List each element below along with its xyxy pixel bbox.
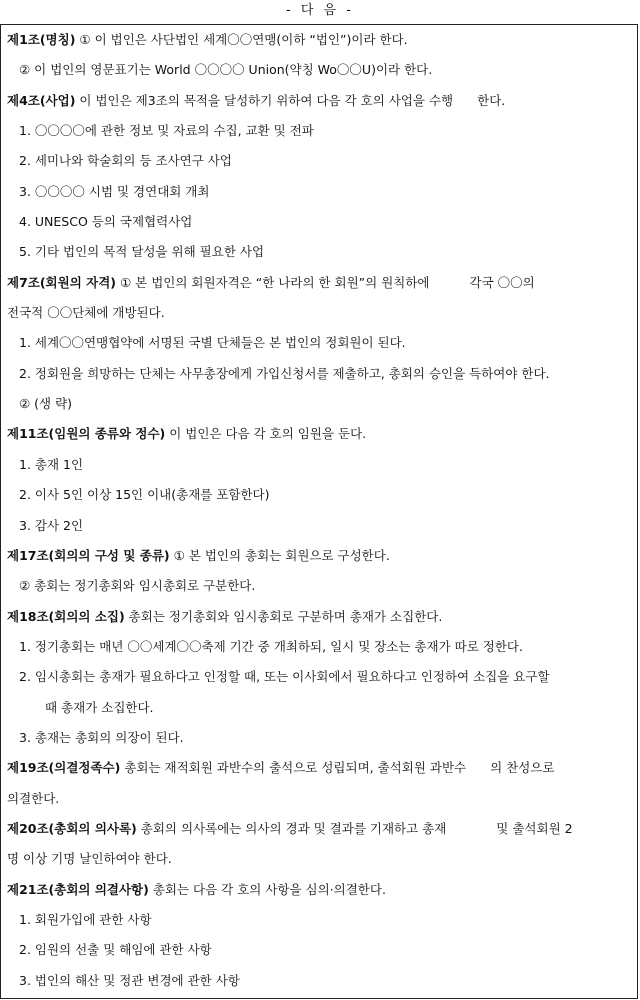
- clause-line: [1, 632, 637, 662]
- article-line: [1, 753, 637, 783]
- article-line: [1, 268, 637, 298]
- line-text: 1. 정기총회는 매년 〇〇세계〇〇축제 기간 중 개최하되, 일시 및 장소는 총재가 따로 정한다.: [19, 638, 523, 654]
- article-label: 제20조(총회의 의사록): [7, 820, 137, 836]
- clause-line: [1, 662, 637, 692]
- clause-line: [1, 237, 637, 267]
- line-text: ① 이 법인은 사단법인 세계〇〇연맹(이하 “법인”)이라 한다.: [75, 32, 408, 47]
- article-line: [1, 541, 637, 571]
- line-text: ② 총회는 정기총회와 임시총회로 구분한다.: [19, 578, 256, 594]
- line-text: 전국적 〇〇단체에 개방된다.: [7, 305, 165, 321]
- line-text: 이 법인은 제3조의 목적을 달성하기 위하여 다음 각 호의 사업을 수행: [75, 92, 454, 108]
- line-tail-text: 한다.: [477, 92, 506, 108]
- article-label: 제17조(회의의 구성 및 종류): [7, 547, 170, 563]
- line-text: 2. 세미나와 학술회의 등 조사연구 사업: [19, 153, 232, 169]
- line-text: 3. 감사 2인: [19, 517, 84, 533]
- line-text: 3. 〇〇〇〇 시범 및 경연대회 개최: [19, 183, 210, 199]
- clause-line: [1, 450, 637, 480]
- clause-line: [1, 905, 637, 935]
- clause-line: [1, 116, 637, 146]
- line-text: 2. 이사 5인 이상 15인 이내(총재를 포함한다): [19, 487, 270, 503]
- line-text: 3. 법인의 해산 및 정관 변경에 관한 사항: [19, 972, 240, 988]
- line-text: 2. 임원의 선출 및 해임에 관한 사항: [19, 942, 212, 958]
- clause-line: [1, 207, 637, 237]
- article-label: 제11조(임원의 종류와 정수): [7, 426, 166, 442]
- line-text: 총회는 다음 각 호의 사항을 심의·의결한다.: [148, 881, 386, 897]
- line-text: 1. 〇〇〇〇에 관한 정보 및 자료의 수집, 교환 및 전파: [19, 123, 314, 139]
- clause-line: [1, 935, 637, 965]
- article-label: 제7조(회원의 자격): [7, 274, 117, 290]
- clause-line: [1, 480, 637, 510]
- line-text: 때 총재가 소집한다.: [45, 699, 154, 715]
- clause-line: [1, 723, 637, 753]
- article-line: [1, 25, 637, 55]
- line-text: ① 본 법인의 회원자격은 “한 나라의 한 회원”의 원칙하에: [116, 274, 430, 290]
- article-label: 제21조(총회의 의결사항): [7, 881, 149, 897]
- clause-line: [1, 328, 637, 358]
- article-label: 제19조(의결정족수): [7, 760, 121, 776]
- line-text: 총회는 재적회원 과반수의 출석으로 성립되며, 출석회원 과반수: [120, 760, 467, 776]
- line-tail-text: 및 출석회원 2: [496, 820, 573, 836]
- line-text: ② (생 략): [19, 396, 73, 412]
- document-heading: - 다 음 -: [286, 3, 354, 18]
- continuation-line: [1, 298, 637, 328]
- clause-line: [1, 359, 637, 389]
- clause-line: [1, 55, 637, 85]
- article-label: 제4조(사업): [7, 92, 76, 108]
- line-tail-text: 각국 〇〇의: [469, 274, 535, 290]
- clause-line: [1, 966, 637, 996]
- article-line: [1, 875, 637, 905]
- article-label: 제1조(명칭): [7, 32, 76, 47]
- continuation-line: [1, 844, 637, 874]
- line-text: 명 이상 기명 날인하여야 한다.: [7, 851, 172, 867]
- continuation-line: [1, 693, 637, 723]
- line-text: 1. 총재 1인: [19, 456, 84, 472]
- line-text: ① 본 법인의 총회는 회원으로 구성한다.: [169, 547, 390, 563]
- line-text: 2. 정회원을 희망하는 단체는 사무총장에게 가입신청서를 제출하고, 총회의 승인을 득하여야 한다.: [19, 365, 550, 381]
- article-line: [1, 602, 637, 632]
- clause-line: [1, 177, 637, 207]
- line-text: 4. UNESCO 등의 국제협력사업: [19, 214, 193, 230]
- article-lines: [1, 25, 637, 996]
- articles-box: [0, 24, 638, 999]
- line-text: 1. 세계〇〇연맹협약에 서명된 국별 단체들은 본 법인의 정회원이 된다.: [19, 335, 406, 351]
- continuation-line: [1, 784, 637, 814]
- line-text: 이 법인은 다음 각 호의 임원을 둔다.: [165, 426, 367, 442]
- clause-line: [1, 389, 637, 419]
- line-text: 총회의 의사록에는 의사의 경과 및 결과를 기재하고 총재: [136, 820, 447, 836]
- line-text: 5. 기타 법인의 목적 달성을 위해 필요한 사업: [19, 244, 265, 260]
- article-line: [1, 814, 637, 844]
- line-text: 의결한다.: [7, 790, 60, 806]
- clause-line: [1, 146, 637, 176]
- clause-line: [1, 571, 637, 601]
- article-line: [1, 419, 637, 449]
- line-tail-text: 의 찬성으로: [490, 760, 555, 776]
- clause-line: [1, 511, 637, 541]
- line-text: 1. 회원가입에 관한 사항: [19, 911, 152, 927]
- article-label: 제18조(회의의 소집): [7, 608, 125, 624]
- line-text: 총회는 정기총회와 임시총회로 구분하며 총재가 소집한다.: [124, 608, 443, 624]
- article-line: [1, 86, 637, 116]
- line-text: ② 이 법인의 영문표기는 World 〇〇〇〇 Union(약칭 Wo〇〇U)이라 한다.: [19, 62, 433, 78]
- line-text: 3. 총재는 총회의 의장이 된다.: [19, 729, 184, 745]
- line-text: 2. 임시총회는 총재가 필요하다고 인정할 때, 또는 이사회에서 필요하다고 인정하여 소집을 요구할: [19, 669, 550, 685]
